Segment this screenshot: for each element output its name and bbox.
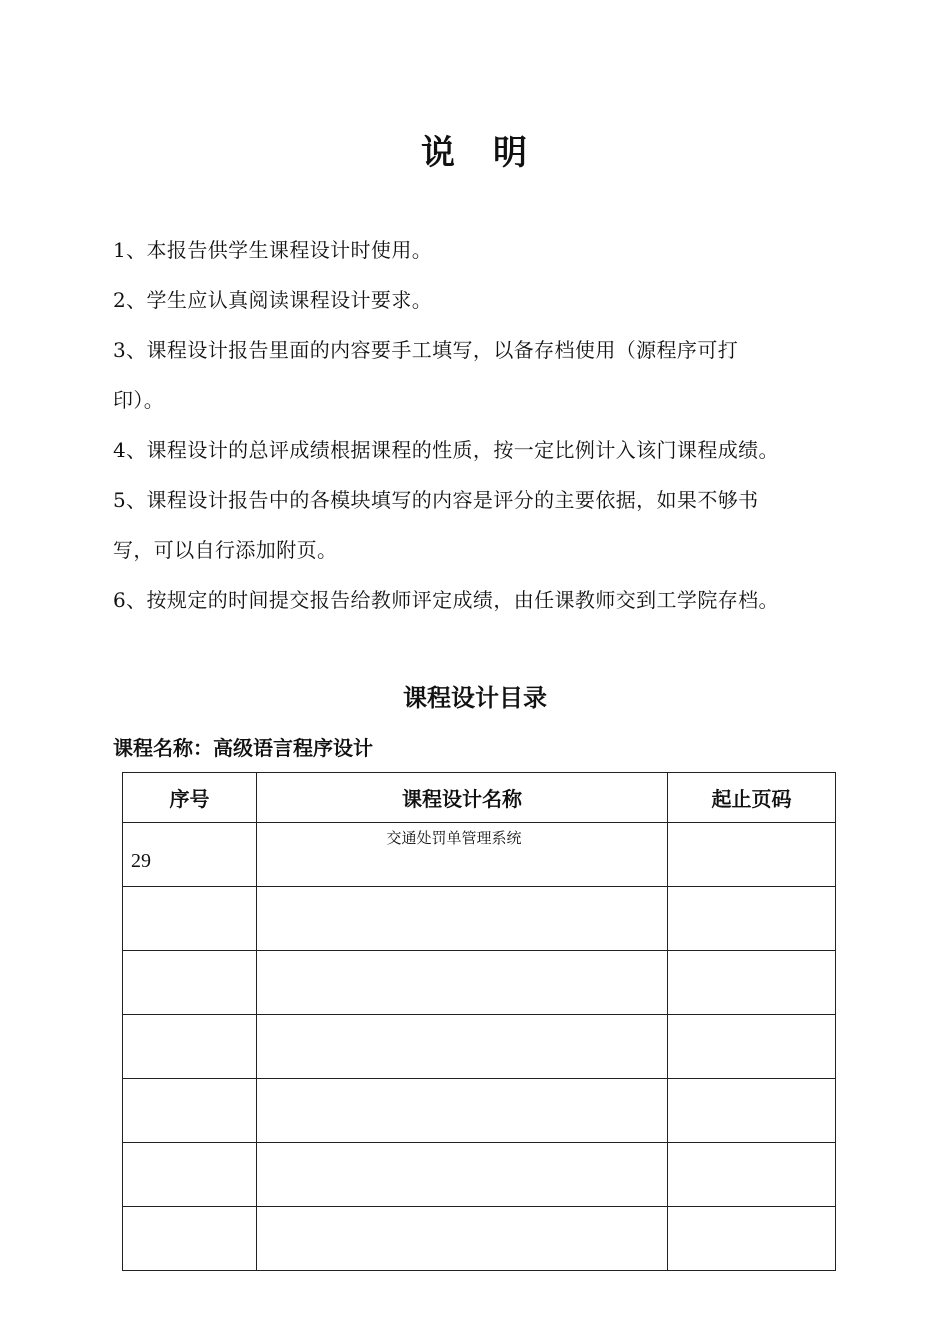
page-title <box>0 128 950 178</box>
table-row <box>123 1207 836 1271</box>
catalog-table <box>122 772 836 1271</box>
header-design-name: 课程设计名称 <box>257 773 668 823</box>
table-row <box>123 887 836 951</box>
cell-seq <box>123 1015 257 1079</box>
instruction-line: 5、课程设计报告中的各模块填写的内容是评分的主要依据，如果不够书 <box>113 488 759 512</box>
cell-page-range <box>668 951 836 1015</box>
cell-design-name: 交通处罚单管理系统 <box>257 823 668 887</box>
cell-seq <box>123 1143 257 1207</box>
page-title-char-2: 明 <box>493 133 529 173</box>
instruction-line: 2、学生应认真阅读课程设计要求。 <box>113 288 433 312</box>
header-seq: 序号 <box>123 773 257 823</box>
instruction-line: 4、课程设计的总评成绩根据课程的性质，按一定比例计入该门课程成绩。 <box>113 438 779 462</box>
cell-design-name <box>257 951 668 1015</box>
table-row <box>123 951 836 1015</box>
cell-design-name <box>257 887 668 951</box>
table-row <box>123 823 836 887</box>
cell-page-range <box>668 887 836 951</box>
cell-seq <box>123 887 257 951</box>
table-row <box>123 1079 836 1143</box>
cell-design-name <box>257 1079 668 1143</box>
cell-page-range <box>668 1015 836 1079</box>
cell-page-range <box>668 1079 836 1143</box>
table-header-row <box>123 773 836 823</box>
table-row <box>123 1143 836 1207</box>
instruction-line: 写，可以自行添加附页。 <box>113 538 338 562</box>
instructions-list <box>113 225 839 625</box>
cell-seq <box>123 1079 257 1143</box>
cell-design-name <box>257 1015 668 1079</box>
cell-design-name <box>257 1207 668 1271</box>
page-title-char-1: 说 <box>421 133 457 173</box>
cell-seq <box>123 951 257 1015</box>
instruction-line: 6、按规定的时间提交报告给教师评定成绩，由任课教师交到工学院存档。 <box>113 588 779 612</box>
table-row <box>123 1015 836 1079</box>
cell-design-name <box>257 1143 668 1207</box>
instruction-line: 印）。 <box>113 388 165 412</box>
cell-page-range <box>668 823 836 887</box>
cell-seq: 29 <box>123 823 257 887</box>
header-page-range: 起止页码 <box>668 773 836 823</box>
course-name-label: 课程名称：高级语言程序设计 <box>113 736 373 760</box>
cell-page-range <box>668 1143 836 1207</box>
cell-page-range <box>668 1207 836 1271</box>
cell-seq <box>123 1207 257 1271</box>
catalog-heading: 课程设计目录 <box>403 684 547 712</box>
instruction-line: 3、课程设计报告里面的内容要手工填写，以备存档使用（源程序可打 <box>113 338 739 362</box>
instruction-line: 1、本报告供学生课程设计时使用。 <box>113 238 433 262</box>
